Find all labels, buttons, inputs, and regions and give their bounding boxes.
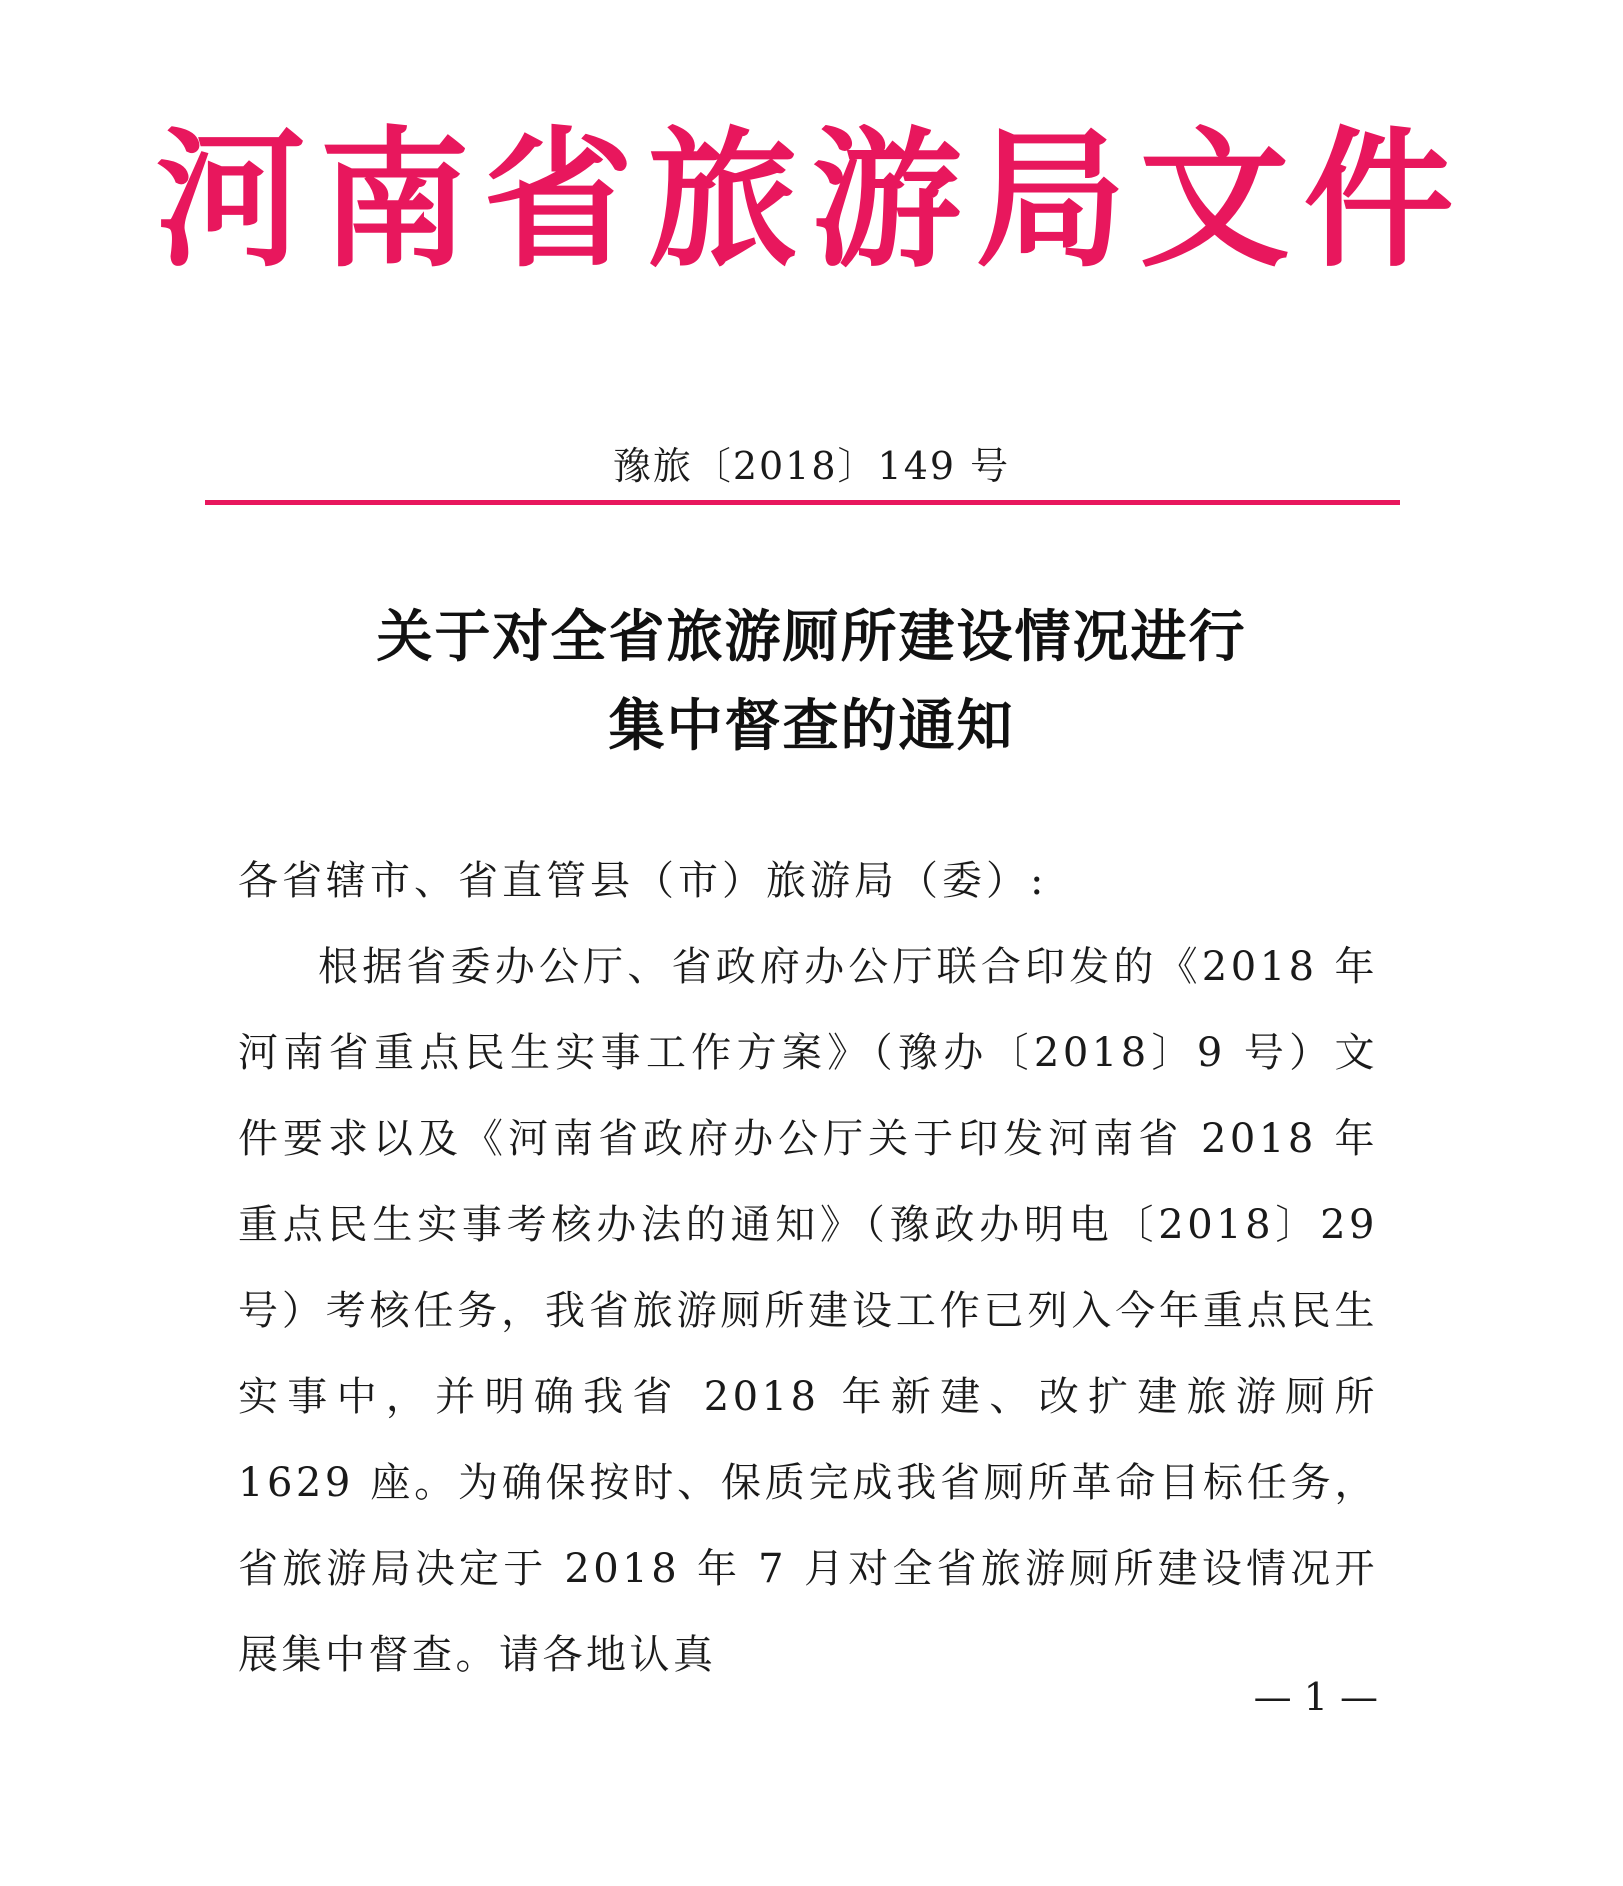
salutation: 各省辖市、省直管县（市）旅游局（委）: [238, 858, 1048, 904]
page-number: — 1 — [1253, 1675, 1378, 1719]
red-divider [205, 500, 1400, 505]
masthead-title: 河南省旅游局文件 [155, 112, 1468, 288]
document-number: 豫旅〔2018〕149 号 [612, 444, 1011, 488]
notice-title-line-2: 集中督查的通知 [608, 693, 1015, 759]
body-paragraph: 根据省委办公厅、省政府办公厅联合印发的《2018 年河南省重点民生实事工作方案》（豫办〔2018〕9 号）文件要求以及《河南省政府办公厅关于印发河南省 2018 年重点民生实事考核办法的通知》（豫政办明电〔2018〕29 号）考核任务，我省旅游厕所建设工作已列入今年重点民生实事中，并明确我省 2018 年新建、改扩建旅游厕所 1629 座。为确保按时、保质完成我省厕所革命目标任务，省旅游局决定于 2018 年 7 月对全省旅游厕所建设情况开展集中督查。请各地认真 [238, 944, 1378, 1678]
notice-title-line-1: 关于对全省旅游厕所建设情况进行 [376, 604, 1247, 670]
